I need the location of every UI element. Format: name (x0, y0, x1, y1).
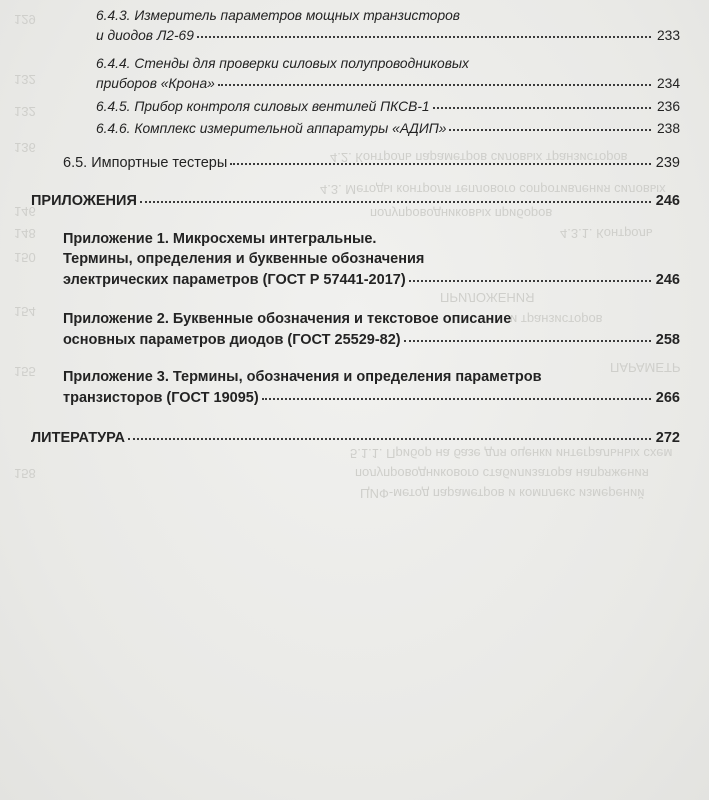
toc-page-number: 246 (655, 271, 680, 288)
bleed-through-text: 4.3.1. Контроль (560, 226, 653, 241)
toc-entry-title-line: 6.4.3. Измеритель параметров мощных транзисторов (96, 8, 461, 23)
bleed-through-text: 154 (14, 304, 36, 319)
toc-entry-title-line: Термины, определения и буквенные обозначения (63, 251, 425, 267)
bleed-through-text: 158 (14, 466, 36, 481)
dot-leader (409, 269, 651, 284)
dot-leader (433, 97, 651, 111)
bleed-through-text: и транзисторов (510, 312, 603, 327)
toc-entry-title-last: ЛИТЕРАТУРА (31, 429, 126, 446)
toc-page-number: 266 (655, 389, 680, 406)
toc-entry-title-last: и диодов Л2-69 (96, 28, 194, 43)
toc-entry-title-last: ПРИЛОЖЕНИЯ (31, 192, 137, 209)
toc-entry-title-line: Приложение 2. Буквенные обозначения и текстовое описание (63, 311, 512, 327)
bleed-through-text: полупроводникового стабилизатора напряжения (355, 466, 649, 481)
dot-leader (449, 119, 651, 133)
bleed-through-text: 146 (14, 204, 36, 219)
bleed-through-text: ЦИФ-метод параметров и комплекс измерений (360, 486, 645, 501)
bleed-through-text: ПАРАМЕТР (610, 360, 681, 375)
bleed-through-text: ПРИЛОЖЕНИЯ (440, 290, 535, 305)
bleed-through-text: 148 (14, 226, 36, 241)
dot-leader (262, 387, 651, 402)
toc-entry-appendices[interactable] (31, 190, 680, 211)
bleed-through-text: 136 (14, 140, 36, 155)
toc-page-number: 272 (655, 429, 680, 446)
toc-page-number: 234 (656, 76, 680, 91)
toc-entry-title-last: основных параметров диодов (ГОСТ 25529-82) (63, 331, 401, 348)
dot-leader (128, 427, 651, 442)
toc-entry-title-last: 6.4.5. Прибор контроля силовых вентилей ПКСВ-1 (96, 99, 430, 114)
toc-entry-6-4-5[interactable] (96, 97, 680, 117)
toc-entry-title-last: приборов «Крона» (96, 76, 215, 91)
dot-leader (230, 152, 651, 167)
toc-entry-6-4-3[interactable] (96, 6, 680, 46)
toc-entry-6-4-6[interactable] (96, 119, 680, 139)
toc-entry-appendix-2[interactable] (63, 309, 680, 350)
toc-entry-6-5[interactable] (63, 152, 680, 173)
toc-entry-title-line: 6.4.4. Стенды для проверки силовых полупроводниковых (96, 56, 469, 71)
bleed-through-text: 5.1.1. Прибор на базе для оценки интегральных схем (350, 446, 673, 461)
toc-page-number: 236 (656, 99, 680, 114)
bleed-through-text: 4.2. Контроль параметров силовых транзисторов (330, 150, 628, 165)
bleed-through-text: 132 (14, 104, 36, 119)
dot-leader (197, 26, 651, 40)
toc-entry-appendix-1[interactable] (63, 229, 680, 290)
bleed-through-text: 155 (14, 364, 36, 379)
toc-entry-appendix-3[interactable] (63, 367, 680, 408)
bleed-through-text: полупроводниковых приборов (370, 206, 553, 221)
bleed-through-text: 129 (14, 12, 36, 27)
dot-leader (218, 74, 651, 88)
bleed-through-text: 4.3. Методы контроля теплового сопротивления силовых (320, 182, 666, 197)
toc-page-number: 233 (656, 28, 680, 43)
toc-entry-title-last: транзисторов (ГОСТ 19095) (63, 389, 259, 406)
toc-entry-title-last: 6.4.6. Комплекс измерительной аппаратуры «АДИП» (96, 121, 447, 136)
bleed-through-text: 132 (14, 72, 36, 87)
toc-page-number: 238 (656, 121, 680, 136)
bleed-through-text: 150 (14, 250, 36, 265)
toc-entry-literature[interactable] (31, 427, 680, 448)
toc-page-number: 239 (655, 154, 680, 171)
toc-entry-title-last: электрических параметров (ГОСТ Р 57441-2017) (63, 271, 406, 288)
dot-leader (404, 329, 651, 344)
toc-entry-6-4-4[interactable] (96, 54, 680, 94)
toc-page-number: 246 (655, 192, 680, 209)
toc-entry-title-last: 6.5. Импортные тестеры (63, 154, 228, 171)
dot-leader (140, 190, 651, 205)
toc-page-number: 258 (655, 331, 680, 348)
toc-entry-title-line: Приложение 3. Термины, обозначения и определения параметров (63, 369, 542, 385)
toc-entry-title-line: Приложение 1. Микросхемы интегральные. (63, 231, 377, 247)
